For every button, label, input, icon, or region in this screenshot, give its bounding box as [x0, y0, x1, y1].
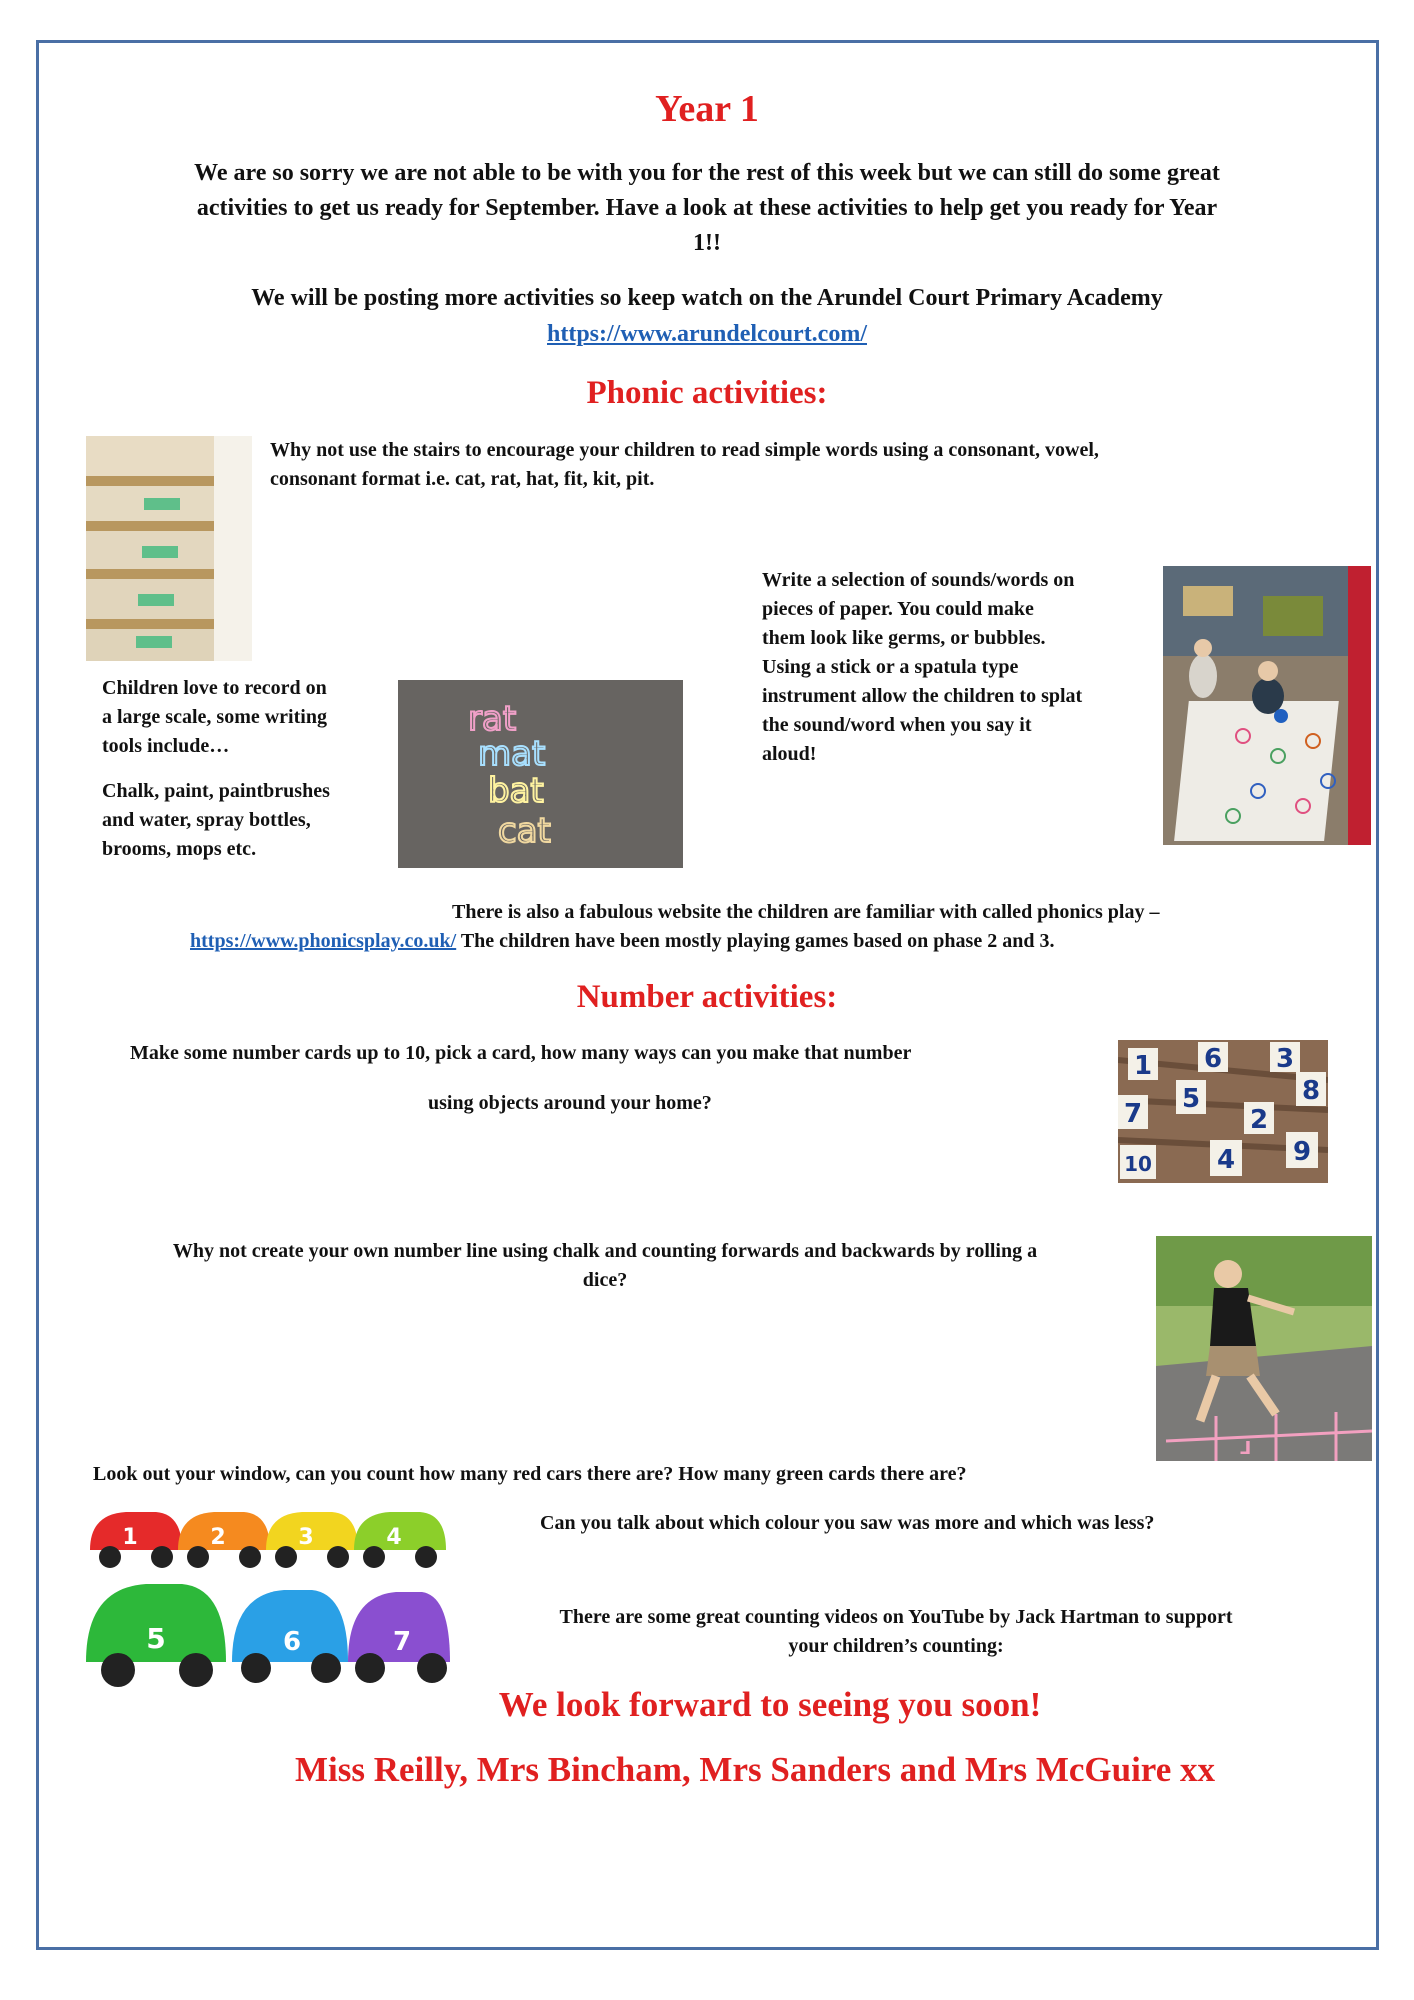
number-card: 6: [1203, 1044, 1223, 1074]
car-number: 3: [298, 1525, 314, 1550]
number-card: 7: [1123, 1099, 1143, 1129]
page-title: Year 1: [655, 88, 759, 130]
intro-text: We are so sorry we are not able to be with you for the rest of this week but we can still do some great activities to get us ready for September. Have a look at these activities to help get you ready for Year 1!!: [194, 160, 1220, 256]
teacher-signature: Miss Reilly, Mrs Bincham, Mrs Sanders and Mrs McGuire xx: [295, 1750, 1215, 1789]
number-card: 8: [1301, 1076, 1321, 1106]
number-card: 5: [1181, 1084, 1201, 1114]
car-number: 1: [122, 1525, 138, 1550]
number-card: 1: [1133, 1051, 1153, 1081]
chalk-word: mat: [478, 734, 546, 774]
number-cards-text: Make some number cards up to 10, pick a card, how many ways can you make that number: [130, 1042, 912, 1064]
stairs-photo: [86, 436, 252, 661]
chalk-word: cat: [498, 811, 551, 851]
stairs-activity-text: Why not use the stairs to encourage your children to read simple words using a consonant, vowel, consonant format i.e. cat, rat, hat, fit, kit, pit.: [270, 439, 1099, 490]
number-activities-heading: Number activities:: [576, 979, 838, 1015]
posting-text: We will be posting more activities so keep watch on the Arundel Court Primary Academy: [251, 285, 1163, 311]
number-cards-photo: [1118, 1040, 1328, 1183]
coloured-cars-photo: [86, 1502, 452, 1692]
number-line-text: Why not create your own number line using chalk and counting forwards and backwards by rolling a dice?: [172, 1240, 1038, 1291]
car-number: 7: [392, 1627, 412, 1657]
car-number: 4: [386, 1525, 402, 1550]
number-card: 4: [1216, 1145, 1236, 1175]
chalk-word: bat: [488, 771, 544, 811]
phonics-play-text: There is also a fabulous website the children are familiar with called phonics play –: [452, 901, 1160, 923]
svg-text:ᒧ: ᒧ: [1240, 1438, 1252, 1459]
number-card: 2: [1249, 1105, 1269, 1135]
closing-message: We look forward to seeing you soon!: [498, 1685, 1042, 1724]
car-number: 2: [210, 1525, 226, 1550]
chalk-words-photo: [398, 680, 683, 868]
car-number: 5: [146, 1622, 166, 1655]
splat-classroom-photo: [1163, 566, 1371, 845]
window-counting-text: Look out your window, can you count how many red cars there are? How many green cards there are?: [93, 1463, 967, 1485]
record-large-scale-text: Children love to record on a large scale, some writing tools include…: [102, 677, 327, 757]
school-link-wrap: [0, 317, 1414, 352]
phonics-play-link[interactable]: https://www.phonicsplay.co.uk/: [190, 930, 457, 952]
phonics-play-line2: https://www.phonicsplay.co.uk/ The children have been mostly playing games based on phase 2 and 3.: [190, 930, 1055, 952]
school-website-link[interactable]: https://www.arundelcourt.com/: [547, 321, 867, 347]
number-card: 9: [1292, 1137, 1312, 1167]
number-card: 10: [1124, 1152, 1152, 1176]
phonic-activities-heading: Phonic activities:: [586, 375, 828, 411]
number-card: 3: [1275, 1044, 1295, 1074]
youtube-videos-text: There are some great counting videos on YouTube by Jack Hartman to support your children’s counting:: [559, 1606, 1233, 1657]
colour-comparison-text: Can you talk about which colour you saw was more and which was less?: [540, 1512, 1155, 1534]
writing-tools-text: Chalk, paint, paintbrushes and water, spray bottles, brooms, mops etc.: [102, 780, 330, 860]
splat-activity-text: Write a selection of sounds/words on pieces of paper. You could make them look like germs, or bubbles. Using a stick or a spatula type instrument allow the children to splat the sound/word when you say it aloud!: [762, 569, 1083, 765]
chalk-word: rat: [468, 699, 517, 739]
number-cards-text-2: using objects around your home?: [428, 1092, 712, 1114]
car-number: 6: [282, 1627, 302, 1657]
number-line-boy-photo: [1156, 1236, 1372, 1461]
